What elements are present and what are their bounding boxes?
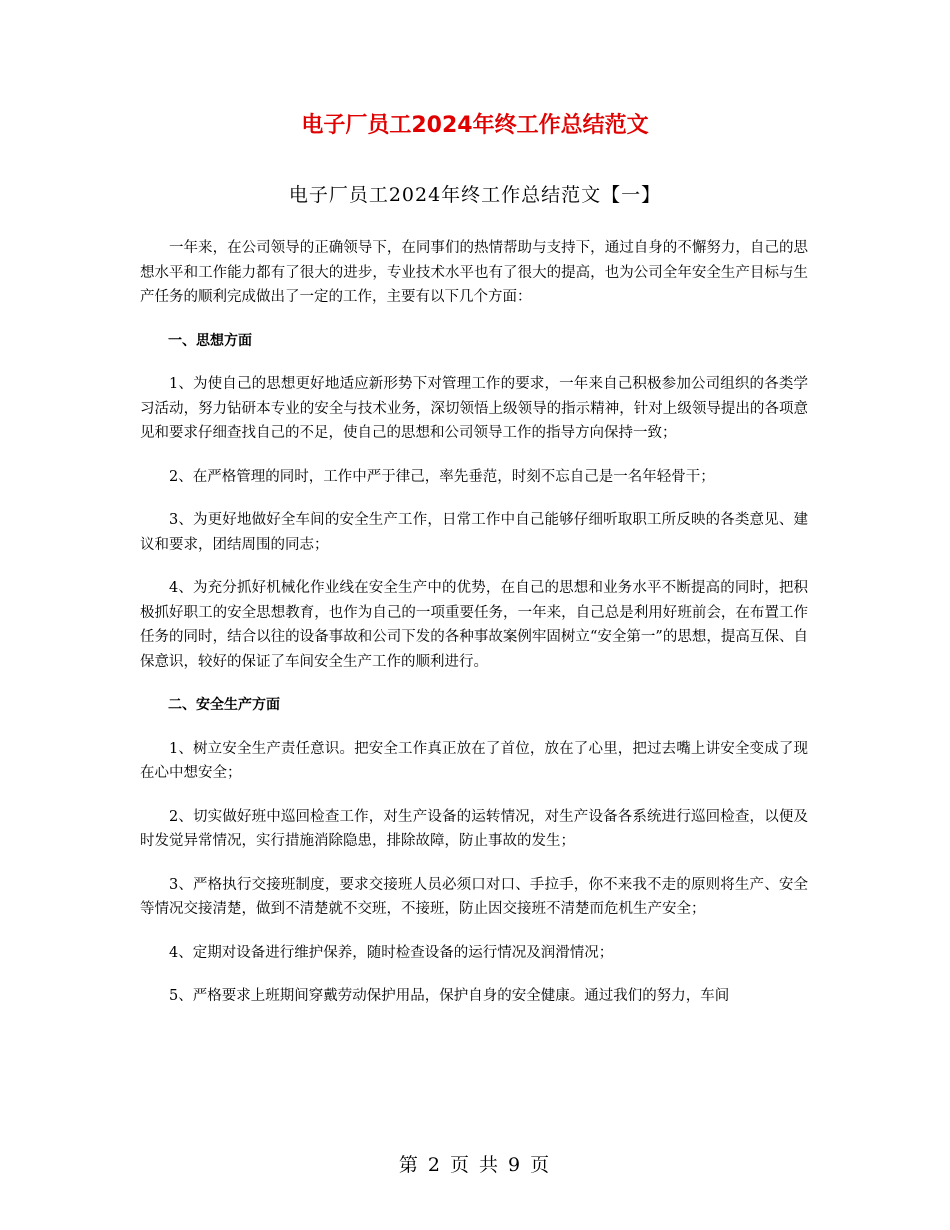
section-heading-thought: 一、思想方面 — [168, 332, 252, 349]
section1-item-1: 1、为使自己的思想更好地适应新形势下对管理工作的要求，一年来自己积极参加公司组织的各类学习活动，努力钻研本专业的安全与技术业务，深切领悟上级领导的指示精神，针对上级领导提出的各项意见和要求仔细查找自己的不足，使自己的思想和公司领导工作的指导方向保持一致； — [140, 376, 808, 441]
section-heading-safety: 二、安全生产方面 — [168, 697, 280, 713]
section1-item-2: 2、在严格管理的同时，工作中严于律己，率先垂范，时刻不忘自己是一名年轻骨干； — [169, 468, 715, 485]
page-number-footer: 第 2 页 共 9 页 — [398, 1154, 552, 1176]
document-subtitle: 电子厂员工2024年终工作总结范文【一】 — [288, 184, 662, 206]
intro-paragraph: 一年来，在公司领导的正确领导下，在同事们的热情帮助与支持下，通过自身的不懈努力，自己的思想水平和工作能力都有了很大的进步，专业技术水平也有了很大的提高，也为公司全年安全生产目标与生产任务的顺利完成做出了一定的工作，主要有以下几个方面： — [140, 240, 808, 305]
section1-item-4: 4、为充分抓好机械化作业线在安全生产中的优势，在自己的思想和业务水平不断提高的同时，把积极抓好职工的安全思想教育，也作为自己的一项重要任务，一年来，自己总是利用好班前会，在布置工作任务的同时，结合以往的设备事故和公司下发的各种事故案例牢固树立“安全第一”的思想，提高互保、自保意识，较好的保证了车间安全生产工作的顺利进行。 — [140, 580, 808, 670]
section2-item-1: 1、树立安全生产责任意识。把安全工作真正放在了首位，放在了心里，把过去嘴上讲安全变成了现在心中想安全； — [140, 740, 808, 781]
document-body — [140, 236, 808, 1028]
section2-item-2: 2、切实做好班中巡回检查工作，对生产设备的运转情况，对生产设备各系统进行巡回检查，以便及时发觉异常情况，实行措施消除隐患，排除故障，防止事故的发生； — [140, 808, 808, 849]
section2-item-4: 4、定期对设备进行维护保养，随时检查设备的运行情况及润滑情况； — [169, 944, 614, 961]
section2-item-5: 5、严格要求上班期间穿戴劳动保护用品，保护自身的安全健康。通过我们的努力，车间 — [169, 988, 730, 1004]
section1-item-3: 3、为更好地做好全车间的安全生产工作，日常工作中自己能够仔细听取职工所反映的各类意见、建议和要求，团结周围的同志； — [140, 512, 808, 553]
document-title: 电子厂员工2024年终工作总结范文 — [301, 113, 649, 138]
section2-item-3: 3、严格执行交接班制度，要求交接班人员必须口对口、手拉手，你不来我不走的原则将生产、安全等情况交接清楚，做到不清楚就不交班，不接班，防止因交接班不清楚而危机生产安全； — [140, 876, 808, 917]
